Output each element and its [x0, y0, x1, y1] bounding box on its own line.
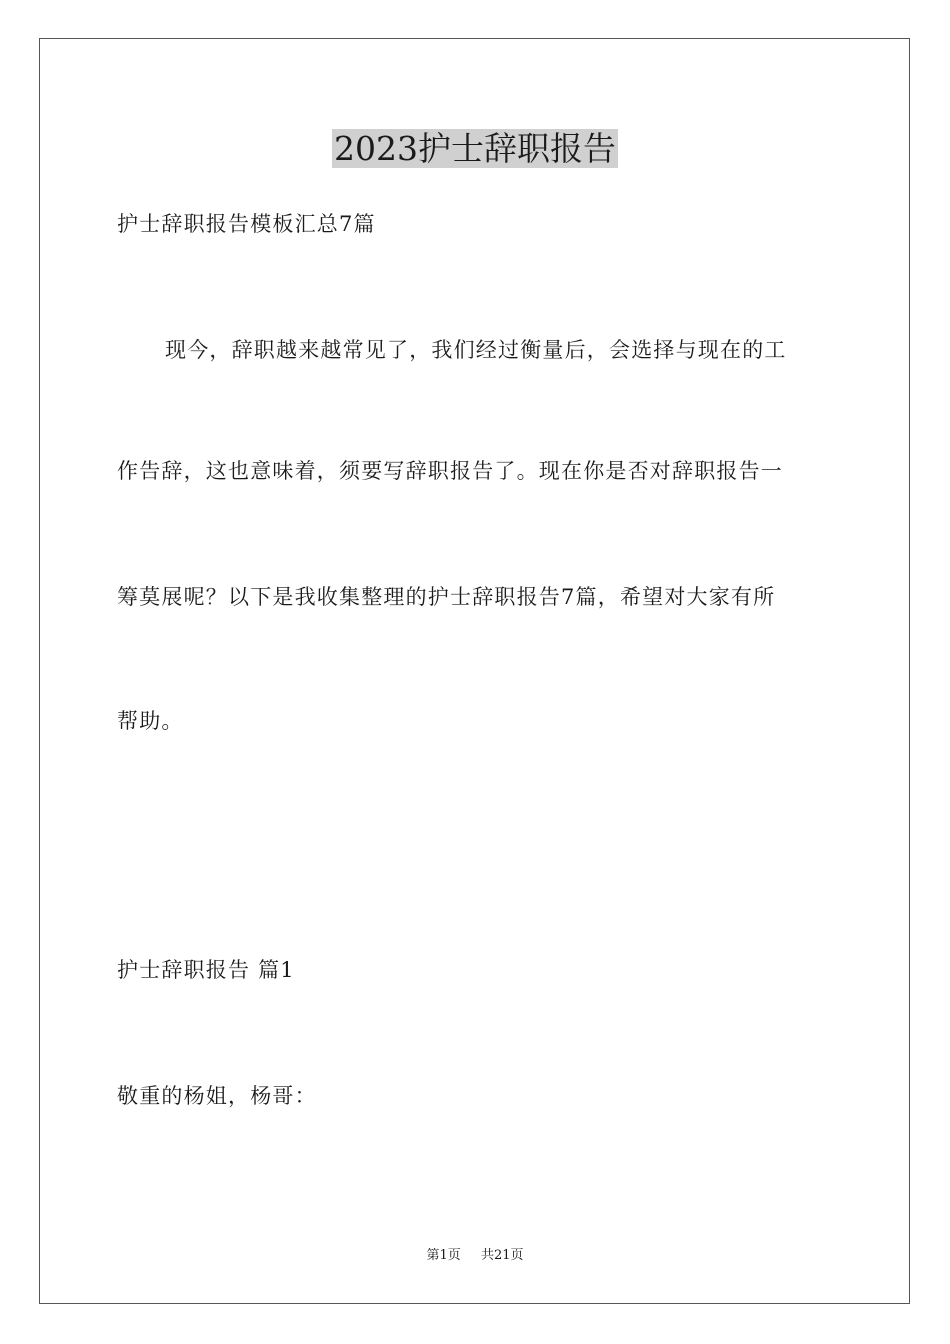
intro-paragraph-line-4: 帮助。 — [117, 709, 184, 733]
page-number-total: 共21页 — [480, 1248, 524, 1263]
intro-paragraph-line-2: 作告辞，这也意味着，须要写辞职报告了。现在你是否对辞职报告一 — [117, 459, 783, 483]
document-title — [0, 127, 950, 171]
intro-paragraph-line-1: 现今，辞职越来越常见了，我们经过衡量后，会选择与现在的工 — [165, 338, 787, 362]
page-footer — [0, 1247, 950, 1265]
document-title-text: 2023护士辞职报告 — [334, 129, 616, 168]
document-subtitle: 护士辞职报告模板汇总7篇 — [117, 212, 376, 236]
page-number-current: 第1页 — [426, 1248, 461, 1263]
section-heading: 护士辞职报告 篇1 — [117, 958, 295, 982]
salutation: 敬重的杨姐，杨哥： — [117, 1084, 317, 1108]
intro-paragraph-line-3: 筹莫展呢？以下是我收集整理的护士辞职报告7篇，希望对大家有所 — [117, 585, 776, 609]
